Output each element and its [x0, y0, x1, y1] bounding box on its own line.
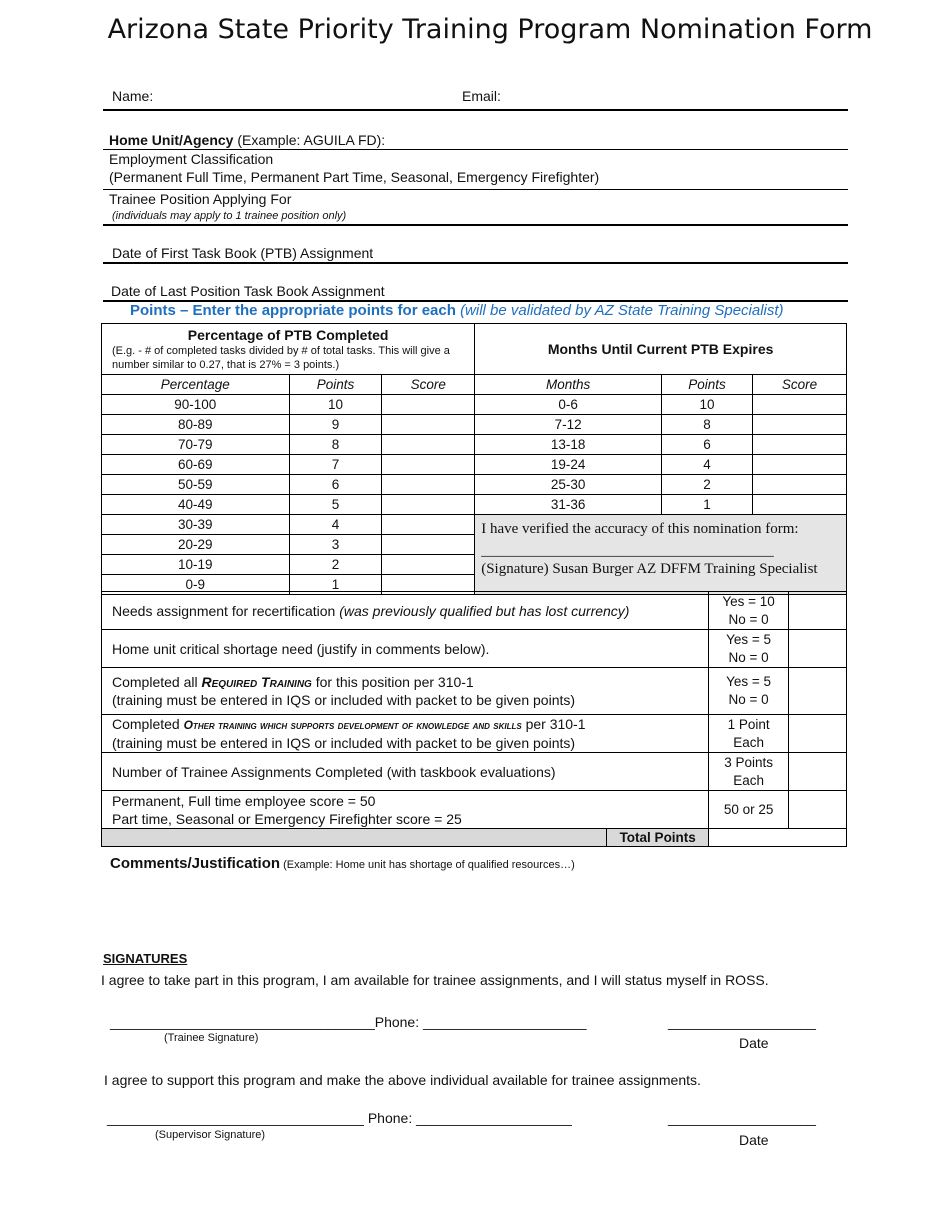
- total-points-label: Total Points: [607, 829, 709, 847]
- trainee-signature-caption: (Trainee Signature): [164, 1032, 259, 1044]
- ptb-table: [101, 323, 847, 595]
- months-cell: 13-18: [475, 435, 662, 455]
- percentage-title: Percentage of PTB Completed: [187, 326, 389, 343]
- criteria-emphasis: Other training which supports development of knowledge and skills: [183, 718, 522, 732]
- comments-label: [110, 855, 575, 872]
- score-input[interactable]: [382, 535, 475, 555]
- criteria-trainee-assignments: Number of Trainee Assignments Completed (with taskbook evaluations): [102, 753, 709, 791]
- pct-cell: 10-19: [102, 555, 290, 575]
- points-unit: Each: [733, 772, 764, 788]
- score-input[interactable]: [382, 435, 475, 455]
- months-pts-cell: 6: [662, 435, 753, 455]
- criteria-score-input[interactable]: [789, 715, 847, 753]
- trainee-position-note: (individuals may apply to 1 trainee position only): [112, 210, 347, 222]
- points-no: No = 0: [728, 649, 769, 665]
- criteria-post: for this position per 310-1: [311, 674, 474, 690]
- months-pts-cell: 8: [662, 415, 753, 435]
- supervisor-signature-caption: (Supervisor Signature): [155, 1129, 266, 1141]
- employment-label: Employment Classification: [109, 151, 274, 167]
- criteria-score-input[interactable]: [789, 791, 847, 829]
- pct-cell: 40-49: [102, 495, 290, 515]
- months-score-input[interactable]: [753, 435, 847, 455]
- page-title: Arizona State Priority Training Program Nomination Form: [107, 14, 873, 45]
- col-score: Score: [753, 375, 847, 395]
- score-input[interactable]: [382, 475, 475, 495]
- pct-cell: 20-29: [102, 535, 290, 555]
- percentage-subtitle: (E.g. - # of completed tasks divided by # of total tasks. This will give a number similar to 0.27, that is 27% = 3 points.): [112, 344, 450, 371]
- criteria-note: (training must be entered in IQS or included with packet to be given points): [112, 692, 576, 708]
- months-score-input[interactable]: [753, 495, 847, 515]
- months-pts-cell: 10: [662, 395, 753, 415]
- comments-example: (Example: Home unit has shortage of qualified resources…): [280, 859, 575, 871]
- criteria-pre: Completed: [112, 716, 184, 732]
- trainee-date-line[interactable]: ___________________: [668, 1014, 816, 1030]
- criteria-points: [709, 630, 789, 668]
- criteria-recert: [102, 592, 709, 630]
- months-pts-cell: 2: [662, 475, 753, 495]
- criteria-pre: Completed all: [112, 674, 202, 690]
- pts-cell: 1: [289, 575, 382, 595]
- pts-cell: 2: [289, 555, 382, 575]
- points-value: 3 Points: [724, 754, 773, 770]
- col-score: Score: [382, 375, 475, 395]
- score-input[interactable]: [382, 455, 475, 475]
- score-input[interactable]: [382, 415, 475, 435]
- name-email-line[interactable]: [103, 109, 848, 111]
- points-no: No = 0: [728, 692, 769, 707]
- comments-title: Comments/Justification: [110, 855, 281, 872]
- home-unit-label: [109, 132, 385, 148]
- points-header: [130, 302, 784, 319]
- pts-cell: 7: [289, 455, 382, 475]
- criteria-line1: Permanent, Full time employee score = 50: [112, 792, 376, 809]
- months-cell: 25-30: [475, 475, 662, 495]
- criteria-text: Needs assignment for recertification: [112, 602, 340, 619]
- signatures-heading: SIGNATURES: [103, 951, 188, 966]
- first-ptb-line[interactable]: [103, 262, 848, 264]
- score-input[interactable]: [382, 495, 475, 515]
- criteria-line2: Part time, Seasonal or Emergency Firefighter score = 25: [112, 810, 462, 827]
- criteria-score-input[interactable]: [789, 630, 847, 668]
- months-pts-cell: 1: [662, 495, 753, 515]
- employment-line[interactable]: [103, 189, 848, 190]
- pct-cell: 60-69: [102, 455, 290, 475]
- criteria-emphasis: Required Training: [201, 674, 312, 690]
- supervisor-agreement: I agree to support this program and make the above individual available for trainee assignments.: [104, 1072, 701, 1088]
- trainee-position-line[interactable]: [103, 224, 848, 226]
- verification-signature-line: _______________________________________: [481, 543, 774, 559]
- supervisor-date-label: Date: [739, 1132, 769, 1148]
- pts-cell: 8: [289, 435, 382, 455]
- criteria-post: per 310-1: [521, 716, 586, 732]
- criteria-employment-score: [102, 791, 709, 829]
- home-unit-example: (Example: AGUILA FD):: [233, 132, 386, 148]
- points-yes: Yes = 10: [722, 593, 775, 609]
- score-input[interactable]: [382, 555, 475, 575]
- home-unit-line[interactable]: [103, 149, 848, 150]
- points-yes: Yes = 5: [726, 631, 772, 647]
- pts-cell: 10: [289, 395, 382, 415]
- comments-input[interactable]: [103, 876, 848, 942]
- points-no: No = 0: [728, 611, 769, 627]
- criteria-table: [101, 591, 847, 847]
- verification-text: I have verified the accuracy of this nomination form:: [481, 521, 799, 537]
- criteria-points: 50 or 25: [709, 791, 789, 829]
- months-pts-cell: 4: [662, 455, 753, 475]
- months-cell: 19-24: [475, 455, 662, 475]
- pct-cell: 70-79: [102, 435, 290, 455]
- points-value: 1 Point: [727, 716, 770, 732]
- supervisor-date-line[interactable]: ___________________: [668, 1110, 816, 1126]
- months-header: Months Until Current PTB Expires: [475, 324, 847, 375]
- score-input[interactable]: [382, 515, 475, 535]
- pct-cell: 0-9: [102, 575, 290, 595]
- col-points: Points: [289, 375, 382, 395]
- pct-cell: 90-100: [102, 395, 290, 415]
- email-label: Email:: [462, 88, 501, 104]
- col-months: Months: [475, 375, 662, 395]
- pct-cell: 50-59: [102, 475, 290, 495]
- home-unit-bold: Home Unit/Agency: [109, 132, 234, 148]
- months-cell: 31-36: [475, 495, 662, 515]
- col-percentage: Percentage: [102, 375, 290, 395]
- employment-options: (Permanent Full Time, Permanent Part Time, Seasonal, Emergency Firefighter): [109, 169, 600, 185]
- pts-cell: 5: [289, 495, 382, 515]
- trainee-signature-line[interactable]: __________________________________Phone: _____________________: [110, 1014, 587, 1030]
- criteria-points: [709, 592, 789, 630]
- months-cell: 7-12: [475, 415, 662, 435]
- criteria-points: [709, 668, 789, 715]
- pts-cell: 3: [289, 535, 382, 555]
- percentage-header: [102, 324, 475, 375]
- criteria-note: (training must be entered in IQS or included with packet to be given points): [112, 735, 576, 751]
- criteria-italic: (was previously qualified but has lost currency): [339, 602, 630, 619]
- months-score-input[interactable]: [753, 475, 847, 495]
- criteria-other-training: [102, 715, 709, 753]
- points-yes: Yes = 5: [726, 674, 772, 689]
- criteria-score-input[interactable]: [789, 753, 847, 791]
- points-header-italic: (will be validated by AZ State Training Specialist): [460, 302, 784, 319]
- months-cell: 0-6: [475, 395, 662, 415]
- trainee-agreement: I agree to take part in this program, I am available for trainee assignments, and I will status myself in ROSS.: [101, 972, 769, 988]
- months-score-input[interactable]: [753, 455, 847, 475]
- trainee-position-label: Trainee Position Applying For: [109, 191, 292, 207]
- last-ptb-label: Date of Last Position Task Book Assignment: [111, 283, 385, 299]
- pct-cell: 30-39: [102, 515, 290, 535]
- points-header-bold: Points – Enter the appropriate points for each: [130, 302, 461, 319]
- first-ptb-label: Date of First Task Book (PTB) Assignment: [112, 245, 374, 261]
- trainee-date-label: Date: [739, 1035, 769, 1051]
- total-spacer: [102, 829, 607, 847]
- name-label: Name:: [112, 88, 154, 104]
- criteria-required-training: [102, 668, 709, 715]
- criteria-score-input[interactable]: [789, 592, 847, 630]
- pts-cell: 9: [289, 415, 382, 435]
- pct-cell: 80-89: [102, 415, 290, 435]
- criteria-points: [709, 753, 789, 791]
- total-points-input[interactable]: [709, 829, 847, 847]
- verification-signature: (Signature) Susan Burger AZ DFFM Training Specialist: [481, 561, 818, 577]
- months-score-input[interactable]: [753, 415, 847, 435]
- verification-box: [475, 515, 847, 595]
- criteria-shortage: Home unit critical shortage need (justify in comments below).: [102, 630, 709, 668]
- score-input[interactable]: [382, 395, 475, 415]
- criteria-points: [709, 715, 789, 753]
- supervisor-signature-line[interactable]: _________________________________ Phone: ____________________: [107, 1110, 572, 1126]
- points-unit: Each: [733, 734, 764, 750]
- pts-cell: 4: [289, 515, 382, 535]
- months-score-input[interactable]: [753, 395, 847, 415]
- col-points: Points: [662, 375, 753, 395]
- pts-cell: 6: [289, 475, 382, 495]
- criteria-score-input[interactable]: [789, 668, 847, 715]
